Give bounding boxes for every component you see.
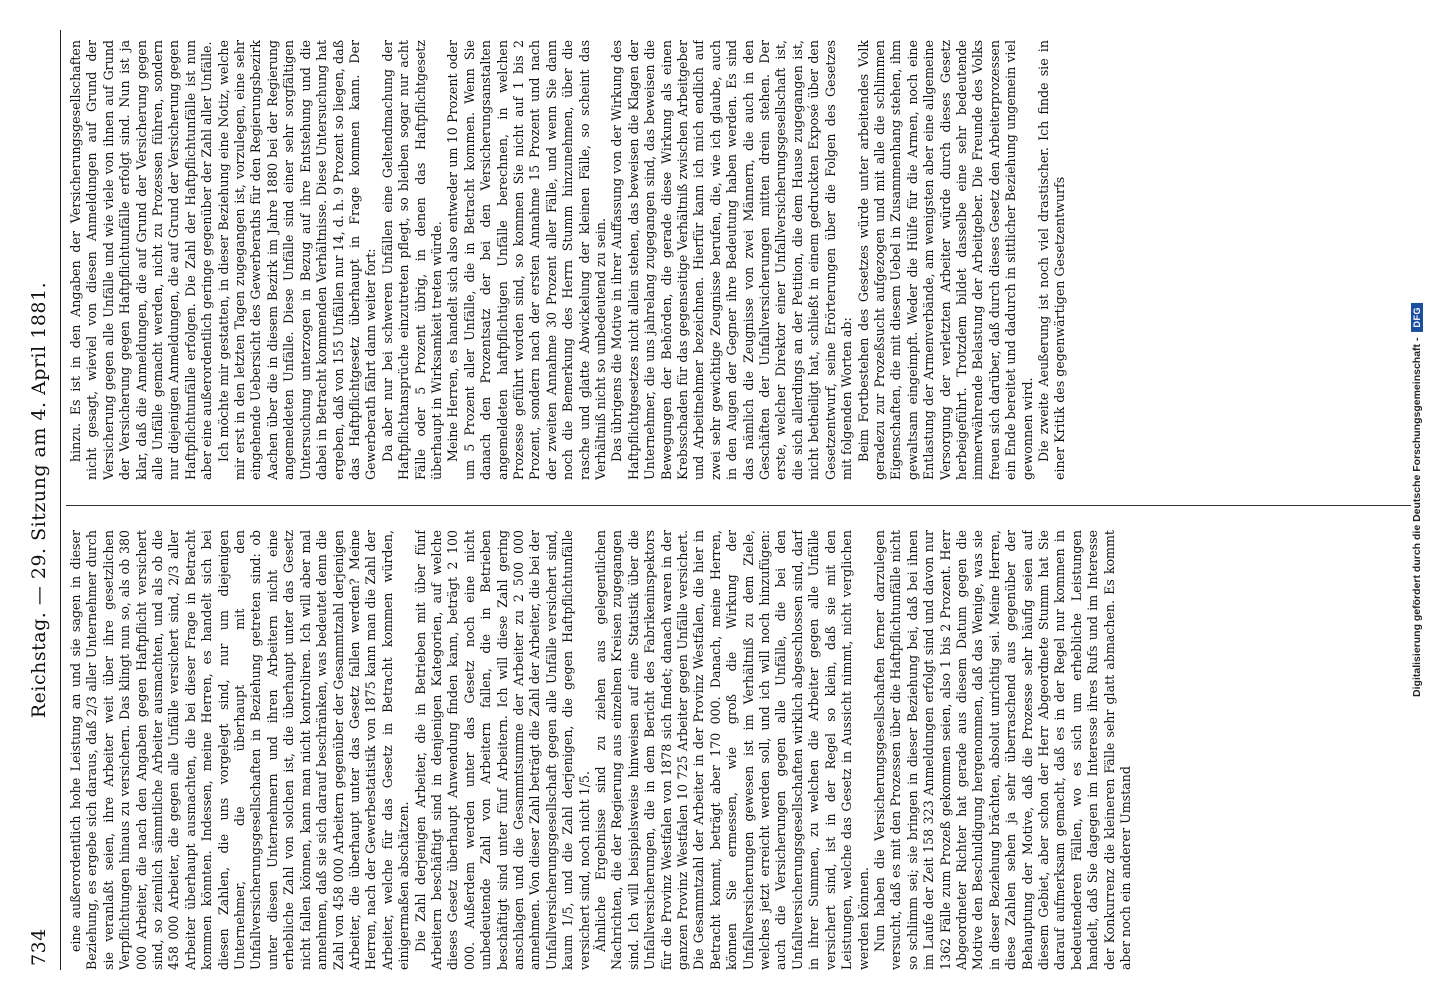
running-title: Reichstag. — 29. Sitzung am 4. April 1881. (28, 281, 50, 719)
paragraph: Die Zahl derjenigen Arbeiter, die in Betrieben mit über fünf Arbeitern beschäftigt sind in denjenigen Kategorien, auf welche dieses Gesetz überhaupt Anwendung finden kann, beträgt 2 100 000. Außerdem werden unter das Gesetz noch eine nicht unbedeutende Zahl von Arbeitern fallen, die in Betrieben beschäftigt sind unter fünf Arbeitern. Ich will diese Zahl gering anschlagen und die Gesammtsumme der Arbeiter zu 2 500 000 annehmen. Von dieser Zahl beträgt die Zahl der Arbeiter, die bei der Unfallversicherungsgesellschaft gegen alle Unfälle versichert sind, kaum 1/5, und die Zahl derjenigen, die gegen Haftpflichtunfälle versichert sind, noch nicht 1/5. (412, 530, 592, 970)
text-column-left (68, 530, 1408, 970)
paragraph: eine außerordentlich hohe Leistung an und sie sagen in dieser Beziehung, es ergebe sich daraus, daß 2/3 aller Unternehmer durch sie veranlaßt seien, ihre Arbeiter weit über ihre gesetzlichen Verpflichtungen hinaus zu versichern. Das klingt nun so, als ob 380 000 Arbeiter, die nach den Angaben gegen Haftpflicht versichert sind, so ziemlich sämmtliche Arbeiter ausmachten, und als ob die 458 000 Arbeiter, die gegen alle Unfälle versichert sind, 2/3 aller Arbeiter überhaupt ausmachten, die bei dieser Frage in Betracht kommen könnten. Indessen, meine Herren, es handelt sich bei diesen Zahlen, die uns vorgelegt sind, nur um diejenigen Unternehmer, die überhaupt mit den Unfallversicherungsgesellschaften in Beziehung getreten sind: ob unter diesen Unternehmern und ihren Arbeitern nicht eine erhebliche Zahl von solchen ist, die überhaupt unter das Gesetz nicht fallen können, kann man nicht kontroliren. Ich will aber mal annehmen, daß sie sich darauf beschränken, was bedeutet denn die Zahl von 458 000 Arbeitern gegenüber der Gesammtzahl derjenigen Arbeiter, die überhaupt unter das Gesetz fallen werden? Meine Herren, nach der Gewerbestatistik von 1875 kann man die Zahl der Arbeiter, welche für das Gesetz in Betracht kommen würden, einigermaßen abschätzen. (68, 530, 412, 970)
scanned-page (22, 30, 1422, 970)
paragraph: hinzu. Es ist in den Angaben der Versicherungsgesellschaften nicht gesagt, wieviel von diesen Anmeldungen auf Grund der Versicherung gegen alle Unfälle und wie viele von ihnen auf Grund der Versicherung gegen Haftpflichtunfälle erfolgt sind. Nun ist ja klar, daß die Anmeldungen, die auf Grund der Versicherung gegen alle Unfälle gemacht werden, nicht zu Prozessen führen, sondern nur diejenigen Anmeldungen, die auf Grund der Versicherung gegen Haftpflichtunfälle erfolgen. Die Zahl der Haftpflichtunfälle ist nun aber eine außerordentlich geringe gegenüber der Zahl aller Unfälle. (68, 40, 215, 480)
credit-text: Digitalisierung gefördert durch die Deutsche Forschungsgemeinschaft - (1411, 337, 1423, 697)
paragraph: Nun haben die Versicherungsgesellschaften ferner darzulegen versucht, daß es mit den Prozessen über die Haftpflichtunfälle nicht so schlimm sei; sie bringen in dieser Beziehung bei, daß bei ihnen im Laufe der Zeit 158 323 Anmeldungen erfolgt sind und davon nur 1362 Fälle zum Prozeß gekommen seien, also 1 bis 2 Prozent. Herr Abgeordneter Richter hat gerade aus diesem Datum gegen die Motive den Beschuldigung hergenommen, daß das Wenige, was sie in dieser Beziehung brächten, absolut unrichtig sei. Meine Herren, diese Zahlen sehen ja sehr überraschend aus gegenüber der Behauptung der Motive, daß die Prozesse sehr häufig seien auf diesem Gebiet, aber schon der Herr Abgeordnete Stumm hat Sie darauf aufmerksam gemacht, daß es in der Regel nur kommen in bedeutenderen Fällen, wo es sich um erhebliche Leistungen handelt, daß Sie dagegen im Interesse ihres Rufs und im Interesse der Konkurrenz die kleineren Fälle sehr glatt abmachen. Es kommt aber noch ein anderer Umstand (871, 530, 1133, 970)
page-number: 734 (28, 928, 50, 966)
paragraph: Da aber nur bei schweren Unfällen eine Geltendmachung der Haftpflichtansprüche einzutreten pflegt, so bleiben sogar nur acht Fälle oder 5 Prozent übrig, in denen das Haftpflichtgesetz überhaupt in Wirksamkeit treten würde. (379, 40, 444, 480)
text-column-right (68, 40, 1408, 480)
paragraph: Ähnliche Ergebnisse sind zu ziehen aus gelegentlichen Nachrichten, die der Regierung aus einzelnen Kreisen zugegangen sind. Ich will beispielsweise hinweisen auf eine Statistik über die Unfallversicherungen, die in dem Bericht des Fabrikeninspektors für die Provinz Westfalen von 1878 sich findet; danach waren in der ganzen Provinz Westfalen 10 725 Arbeiter gegen Unfälle versichert. Die Gesammtzahl der Arbeiter in der Provinz Westfalen, die hier in Betracht kommt, beträgt aber 170 000. Danach, meine Herren, können Sie ermessen, wie groß die Wirkung der Unfallversicherungen gewesen ist im Verhältniß zu dem Ziele, welches jetzt erreicht werden soll, und ich will noch hinzufügen: auch die Versicherungen gegen alle Unfälle, die bei den Unfallversicherungsgesellschaften wirklich abgeschlossen sind, darf in ihrer Summen, zu welchen die Arbeiter gegen alle Unfälle versichert sind, ist in der Regel so klein, daß sie mit den Leistungen, welche das Gesetz in Aussicht nimmt, nicht verglichen werden können. (593, 530, 871, 970)
paragraph: Meine Herren, es handelt sich also entweder um 10 Prozent oder um 5 Prozent aller Unfälle, die in Betracht kommen. Wenn Sie danach den Prozentsatz der bei den Versicherungsanstalten angemeldeten haftpflichtigen Unfälle berechnen, in welchen Prozesse geführt worden sind, so kommen Sie nicht auf 1 bis 2 Prozent, sondern nach der ersten Annahme 15 Prozent und nach der zweiten Annahme 30 Prozent aller Fälle, und wenn Sie dann noch die Bemerkung des Herrn Stumm hinzunehmen, über die rasche und glatte Abwickelung der kleinen Fälle, so scheint das Verhältniß nicht so unbedeutend zu sein. (445, 40, 608, 480)
page-header (22, 30, 61, 970)
dfg-logo: DFG (1411, 303, 1423, 332)
paragraph: Beim Fortbestehen des Gesetzes würde unter arbeitendes Volk geradezu zur Prozeßsucht aufgezogen und mit alle die schlimmen Eigenschaften, die mit diesem Uebel in Zusammenhang stehen, ihm gewaltsam eingeimpft. Weder die Hülfe für die Armen, noch eine Entlastung der Armenverbände, am wenigsten aber eine allgemeine Versorgung der verletzten Arbeiter würde durch dieses Gesetz herbeigeführt. Trotzdem bildet dasselbe eine sehr bedeutende immerwährende Belastung der Arbeitgeber. Die Freunde des Volks freuen sich darüber, daß durch dieses Gesetz den Arbeiterprozessen ein Ende bereitet und dadurch in sittlicher Beziehung ungemein viel gewonnen wird. (855, 40, 1035, 480)
paragraph: Das übrigens die Motive in ihrer Auffassung von der Wirkung des Haftpflichtgesetzes nicht allein stehen, das beweisen die Klagen der Unternehmer, die uns jahrelang zugegangen sind, das beweisen die Bewegungen der Behörden, die gerade diese Wirkung als einen Krebsschaden für das gegenseitige Verhältniß zwischen Arbeitgeber und Arbeitnehmer bezeichnen. Hierfür kann ich mich endlich auf zwei sehr gewichtige Zeugnisse berufen, die, wie ich glaube, auch in den Augen der Gegner ihre Bedeutung haben werden. Es sind das nämlich die Zeugnisse von zwei Männern, die auch in den Geschäften der Unfallversicherungen mitten drein stehen. Der erste, welcher Direktor einer Unfallversicherungsgesellschaft ist, die sich allerdings an der Petition, die dem Hause zugegangen ist, nicht betheiligt hat, schließt in einem gedruckten Exposé über den Gesetzentwurf, seine Erörterungen über die Folgen des Gesetzes mit folgenden Worten ab: (609, 40, 855, 480)
paragraph: Die zweite Aeußerung ist noch viel drastischer. Ich finde sie in einer Kritik des gegenwärtigen Gesetzentwurfs (1035, 40, 1068, 480)
column-divider (66, 505, 1411, 506)
paragraph: Ich möchte mir gestatten, in dieser Beziehung eine Notiz, welche mir erst in den letzten Tagen zugegangen ist, vorzulegen, eine sehr eingehende Uebersicht des Gewerberaths für den Regierungsbezirk Aachen über die in diesem Bezirk im Jahre 1880 bei der Regierung angemeldeten Unfälle. Diese Unfälle sind einer sehr sorgfältigen Untersuchung unterzogen in Bezug auf ihre Entstehung und die dabei in Betracht kommenden Verhältnisse. Diese Untersuchung hat ergeben, daß von 155 Unfällen nur 14, d. h. 9 Prozent so liegen, daß das Haftpflichtgesetz überhaupt in Frage kommen kann. Der Gewerberath fährt dann weiter fort: (215, 40, 379, 480)
digitization-credit (1404, 8, 1430, 992)
